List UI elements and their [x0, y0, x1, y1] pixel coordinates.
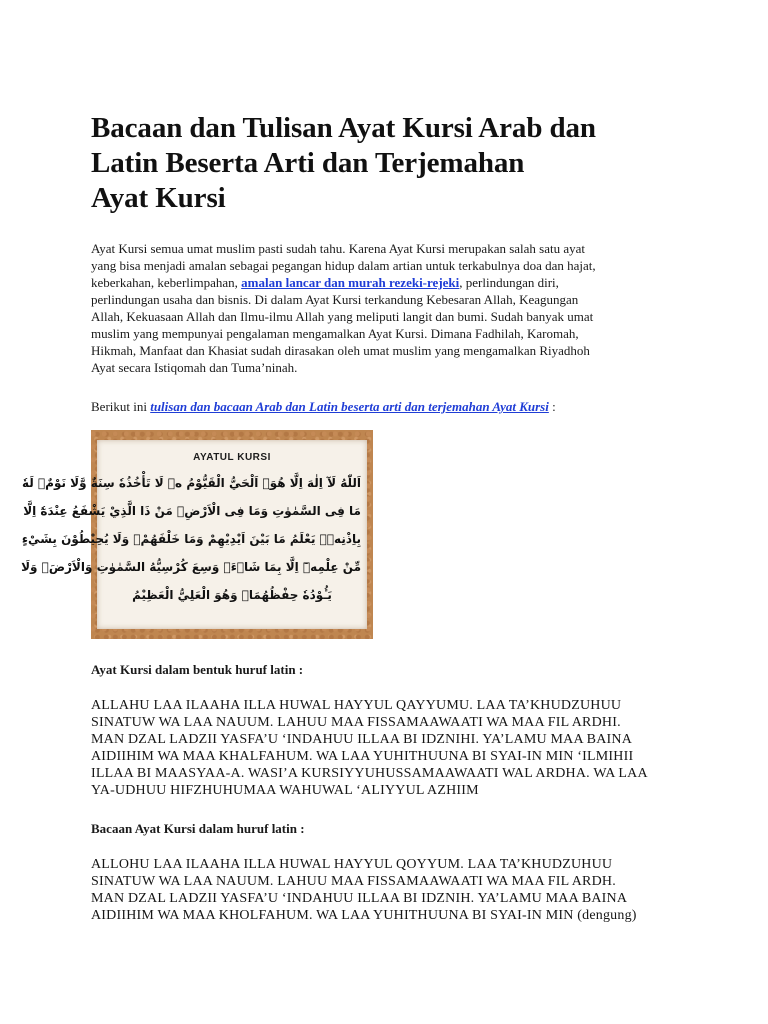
latin-line: SINATUW WA LAA NAUUM. LAHUU MAA FISSAMAAWAATI WA MAA FIL ARDH.	[91, 874, 616, 889]
berikut-text: :	[548, 399, 556, 414]
latin-line: ILLAA BI MAASYAA-A. WASI’A KURSIYYUHUSSAMAAWAATI WAL ARDHA. WA LAA	[91, 766, 648, 781]
latin-line: YA-UDHUU HIFZHUHUMAA WAHUWAL ‘ALIYYUL AZHIIM	[91, 783, 479, 798]
amalan-link[interactable]: amalan lancar dan murah rezeki-rejeki	[241, 275, 460, 290]
arabic-text	[21, 469, 361, 609]
berikut-paragraph	[91, 398, 681, 415]
section2-heading: Bacaan Ayat Kursi dalam huruf latin :	[91, 821, 305, 836]
article-content	[21, 111, 681, 924]
arabic-line: مِّنْ عِلْمِهٖٓ اِلَّا بِمَا شَاۤءَۚ وَسِعَ كُرْسِيُّهُ السَّمٰوٰتِ وَالْاَرْضَۚ وَلَا	[21, 560, 361, 574]
latin-line: AIDIIHIM WA MAA KHOLFAHUM. WA LAA YUHITHUUNA BI SYAI-IN MIN (dengung)	[91, 908, 637, 923]
tulisan-link[interactable]: tulisan dan bacaan Arab dan Latin beserta arti dan terjemahan Ayat Kursi	[150, 399, 549, 414]
latin-line: AIDIIHIM WA MAA KHALFAHUM. WA LAA YUHITHUUNA BI SYAI-IN MIN ‘ILMIHII	[91, 749, 634, 764]
ayatul-kursi-image	[21, 430, 373, 639]
intro-line: muslim yang mempunyai pengalaman mengamalkan Ayat Kursi. Dimana Fadhilah, Karomah,	[91, 326, 579, 341]
section1-latin-text	[91, 697, 681, 799]
intro-line	[91, 274, 681, 291]
latin-line: ALLOHU LAA ILAAHA ILLA HUWAL HAYYUL QOYYUM. LAA TA’KHUDZUHUU	[91, 857, 613, 872]
latin-line: SINATUW WA LAA NAUUM. LAHUU MAA FISSAMAAWAATI WA MAA FIL ARDHI.	[91, 715, 621, 730]
latin-line: MAN DZAL LADZII YASFA’U ‘INDAHUU ILLAA BI IDZNIHI. YA’LAMU MAA BAINA	[91, 732, 633, 747]
intro-paragraph	[91, 240, 681, 376]
title-line: Ayat Kursi	[91, 182, 226, 214]
intro-line: perlindungan usaha dan bisnis. Di dalam Ayat Kursi terkandung Kebesaran Allah, Keagungan	[91, 292, 579, 307]
intro-line: Ayat Kursi semua umat muslim pasti sudah tahu. Karena Ayat Kursi merupakan salah satu ayat	[91, 241, 586, 256]
title-line: Bacaan dan Tulisan Ayat Kursi Arab dan	[91, 112, 596, 144]
intro-line: Hikmah, Manfaat dan Khasiat sudah dirasakan oleh umat muslim yang mengamalkan Riyadhoh	[91, 343, 590, 358]
image-inner-panel	[21, 440, 367, 629]
title-line: Latin Beserta Arti dan Terjemahan	[91, 147, 525, 179]
arabic-line: اَللّٰهُ لَآ اِلٰهَ اِلَّا هُوَۚ اَلْحَيُّ الْقَيُّوْمُ ەۚ لَا تَأْخُذُهٗ سِنَةٌ وَّلَا نَوْمٌۗ لَهٗ	[22, 476, 361, 490]
page-title	[91, 111, 681, 216]
latin-line: ALLAHU LAA ILAAHA ILLA HUWAL HAYYUL QAYYUMU. LAA TA’KHUDZUHUU	[91, 698, 622, 713]
arabic-line: يَـُٔوْدُهٗ حِفْظُهُمَاۚ وَهُوَ الْعَلِيُّ الْعَظِيْمُ	[132, 588, 332, 602]
section2-latin-text	[91, 856, 681, 924]
image-heading: AYATUL KURSI	[193, 452, 271, 463]
latin-line: MAN DZAL LADZII YASFA’U ‘INDAHUU ILLAA BI IDZNIH. YA’LAMU MAA BAINA	[91, 891, 628, 906]
arabic-line: بِاِذْنِهٖۗ يَعْلَمُ مَا بَيْنَ اَيْدِيْهِمْ وَمَا خَلْفَهُمْۚ وَلَا يُحِيْطُوْنَ بِشَيْءٍ	[21, 532, 361, 546]
section1-heading: Ayat Kursi dalam bentuk huruf latin :	[91, 662, 304, 677]
intro-line: yang bisa menjadi amalan sebagai pegangan hidup dalam artian untuk terkabulnya doa dan hajat,	[91, 258, 596, 273]
intro-text: keberkahan, keberlimpahan,	[91, 275, 242, 290]
intro-line: Ayat secara Istiqomah dan Tuma’ninah.	[91, 360, 298, 375]
arabic-line: مَا فِى السَّمٰوٰتِ وَمَا فِى الْاَرْضِۗ مَنْ ذَا الَّذِيْ يَشْفَعُ عِنْدَهٗٓ اِلَّا	[23, 504, 361, 518]
intro-line: Allah, Kekuasaan Allah dan Ilmu-ilmu Allah yang meliputi langit dan bumi. Sudah banyak umat	[91, 309, 594, 324]
intro-text: , perlindungan diri,	[459, 275, 559, 290]
berikut-text: Berikut ini	[91, 399, 151, 414]
